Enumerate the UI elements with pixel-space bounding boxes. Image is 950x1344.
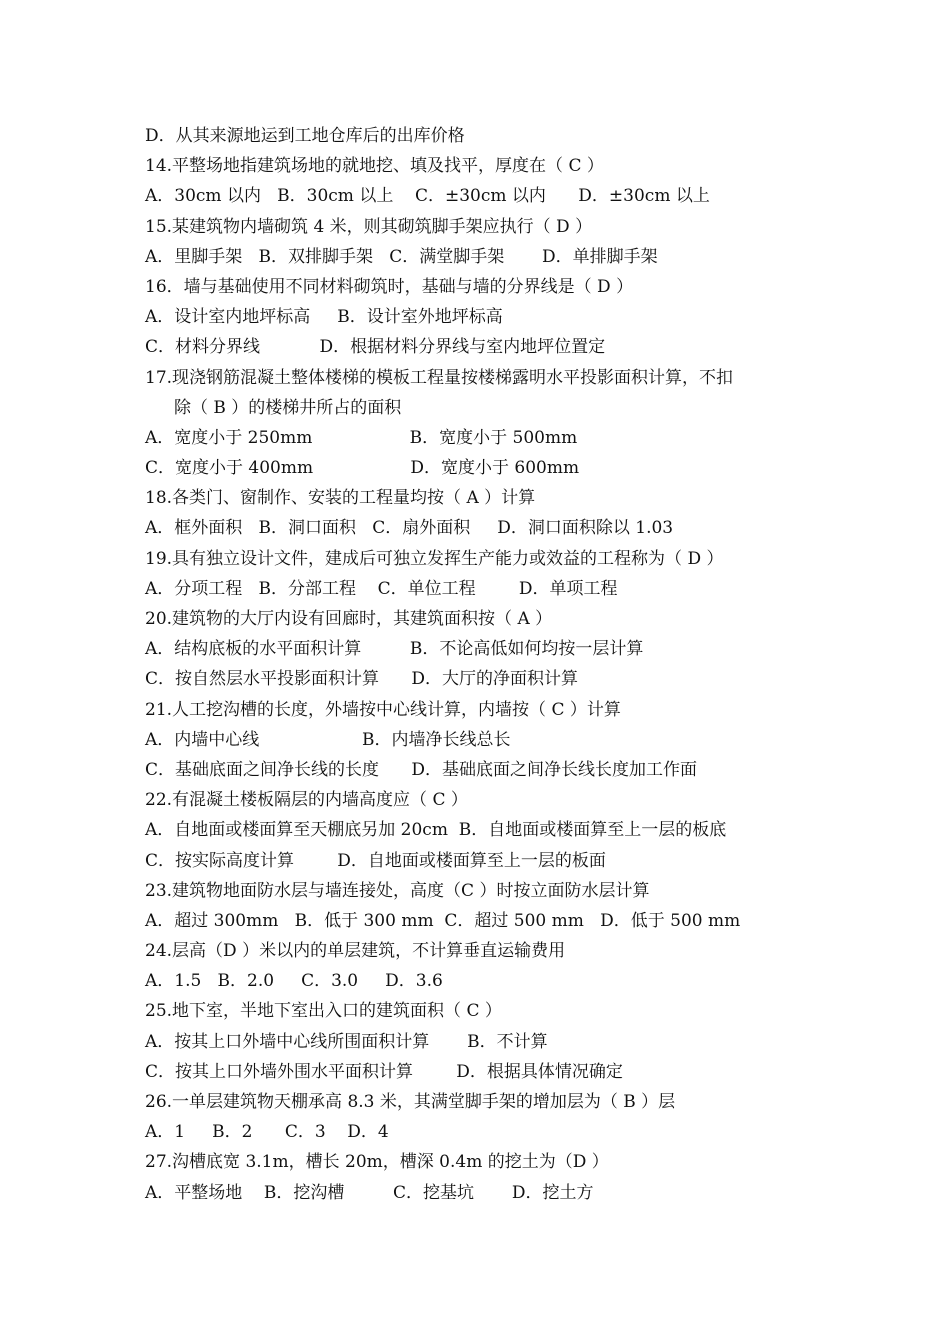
- text-line: 21.人工挖沟槽的长度，外墙按中心线计算，内墙按（ C ）计算: [145, 699, 621, 720]
- text-line: A．宽度小于 250mm B．宽度小于 500mm: [145, 427, 578, 448]
- text-line: C．材料分界线 D．根据材料分界线与室内地坪位置定: [145, 337, 606, 358]
- text-line: C．按自然层水平投影面积计算 D．大厅的净面积计算: [145, 669, 579, 690]
- text-line: A．分项工程 B．分部工程 C．单位工程 D．单项工程: [145, 578, 618, 599]
- text-line: A．按其上口外墙中心线所围面积计算 B．不计算: [145, 1031, 548, 1052]
- text-line: A．结构底板的水平面积计算 B．不论高低如何均按一层计算: [145, 639, 644, 660]
- text-line: A．1.5 B．2.0 C．3.0 D．3.6: [145, 971, 443, 992]
- text-line: A．里脚手架 B．双排脚手架 C．满堂脚手架 D．单排脚手架: [145, 246, 658, 267]
- text-line: A．自地面或楼面算至天棚底另加 20cm B．自地面或楼面算至上一层的板底: [145, 820, 727, 841]
- text-line: 22.有混凝土楼板隔层的内墙高度应（ C ）: [145, 790, 468, 811]
- text-line: A．设计室内地坪标高 B．设计室外地坪标高: [145, 307, 503, 328]
- text-line: C．基础底面之间净长线的长度 D．基础底面之间净长线长度加工作面: [145, 759, 698, 780]
- text-line: 17.现浇钢筋混凝土整体楼梯的模板工程量按楼梯露明水平投影面积计算，不扣: [145, 367, 734, 388]
- text-line: C．按其上口外墙外围水平面积计算 D．根据具体情况确定: [145, 1061, 623, 1082]
- text-line: D．从其来源地运到工地仓库后的出库价格: [145, 126, 465, 146]
- text-line: 18.各类门、窗制作、安装的工程量均按（ A ）计算: [145, 488, 536, 509]
- text-line: C．按实际高度计算 D．自地面或楼面算至上一层的板面: [145, 850, 606, 871]
- text-line: A．平整场地 B．挖沟槽 C．挖基坑 D．挖土方: [145, 1182, 594, 1203]
- text-line: 24.层高（D ）米以内的单层建筑，不计算垂直运输费用: [145, 941, 566, 962]
- text-line: 14.平整场地指建筑场地的就地挖、填及找平，厚度在（ C ）: [145, 156, 604, 177]
- text-line: A．30cm 以内 B．30cm 以上 C．±30cm 以内 D．±30cm 以上: [145, 186, 710, 207]
- text-line: 20.建筑物的大厅内设有回廊时，其建筑面积按（ A ）: [145, 609, 553, 629]
- text-line: 27.沟槽底宽 3.1m，槽长 20m，槽深 0.4m 的挖土为（D ）: [145, 1152, 609, 1173]
- text-line: 15.某建筑物内墙砌筑 4 米，则其砌筑脚手架应执行（ D ）: [145, 216, 593, 237]
- text-line: A．1 B．2 C．3 D．4: [145, 1122, 389, 1143]
- text-line: 19.具有独立设计文件，建成后可独立发挥生产能力或效益的工程称为（ D ）: [145, 548, 724, 569]
- text-line: 16．墙与基础使用不同材料砌筑时，基础与墙的分界线是（ D ）: [145, 276, 634, 297]
- text-line: 25.地下室，半地下室出入口的建筑面积（ C ）: [145, 1001, 502, 1022]
- text-line: A．内墙中心线 B．内墙净长线总长: [145, 729, 511, 750]
- text-line: A．框外面积 B．洞口面积 C．扇外面积 D．洞口面积除以 1.03: [145, 518, 674, 539]
- text-line: C．宽度小于 400mm D．宽度小于 600mm: [145, 458, 580, 479]
- text-line: 23.建筑物地面防水层与墙连接处，高度（C ）时按立面防水层计算: [145, 880, 650, 901]
- question-list: [145, 121, 825, 1208]
- text-line: 除（ B ）的楼梯井所占的面积: [174, 397, 402, 418]
- text-line: A．超过 300mm B．低于 300 mm C．超过 500 mm D．低于 500 mm: [145, 910, 741, 931]
- text-line: 26.一单层建筑物天棚承高 8.3 米，其满堂脚手架的增加层为（ B ）层: [145, 1092, 676, 1112]
